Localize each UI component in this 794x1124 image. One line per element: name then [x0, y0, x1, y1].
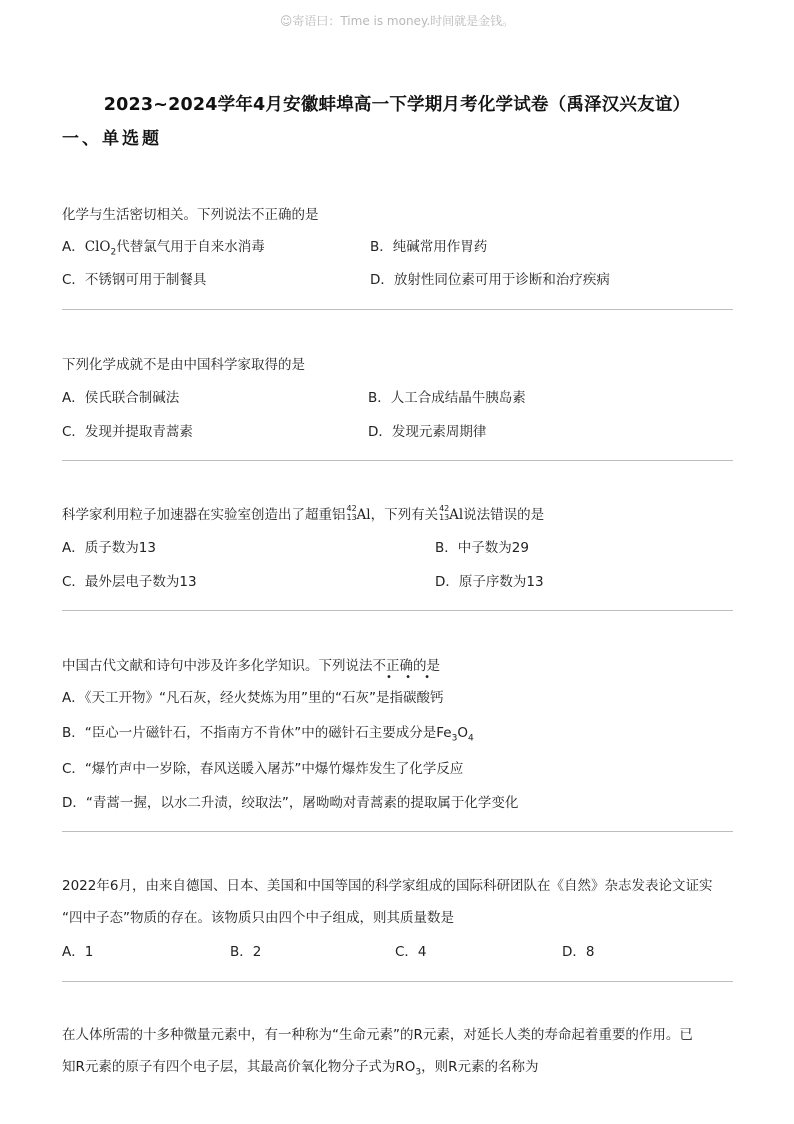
formula-subscript: 3 [415, 1067, 422, 1078]
question-3-option-c[interactable]: C．最外层电子数为13 [62, 574, 197, 590]
question-5-stem-line-2: “四中子态”物质的存在。该物质只由四个中子组成，则其质量数是 [62, 910, 454, 926]
question-5-stem-line-1: 2022年6月，由来自德国、日本、美国和中国等国的科学家组成的国际科研团队在《自然》杂志发表论文证实 [62, 878, 713, 894]
question-6-stem-line-1: 在人体所需的十多种微量元素中，有一种称为“生命元素”的R元素，对延长人类的寿命起着重要的作用。已 [62, 1027, 693, 1043]
question-5-option-b[interactable]: B．2 [230, 944, 262, 960]
question-1-stem: 化学与生活密切相关。下列说法不正确的是 [62, 207, 319, 223]
question-6-stem-line-2 [62, 1055, 539, 1078]
stem-text: 知R元素的原子有四个电子层，其最高价氧化物分子式为RO [62, 1059, 416, 1075]
section-heading: 一、单选题 [62, 129, 162, 149]
question-4-option-b[interactable] [62, 721, 474, 744]
question-4-option-a[interactable]: A．《天工开物》“凡石灰，经火焚炼为用”里的“石灰”是指碳酸钙 [62, 690, 444, 706]
chemical-formula: ClO [84, 239, 111, 255]
option-b-text: B．“臣心一片磁针石，不指南方不肯休”中的磁针石主要成分是Fe [62, 725, 452, 741]
question-1-option-a[interactable] [62, 235, 265, 258]
question-5-option-c[interactable]: C．4 [395, 944, 427, 960]
question-2-option-c[interactable]: C．发现并提取青蒿素 [62, 424, 193, 440]
nuclide-al-42 [439, 504, 464, 523]
formula-element: O [457, 725, 468, 741]
question-1-option-b[interactable]: B．纯碱常用作胃药 [370, 239, 488, 255]
question-4-option-d[interactable]: D．“青蒿一握，以水二升渍，绞取法”，屠呦呦对青蒿素的提取属于化学变化 [62, 795, 519, 811]
element-symbol: Al [449, 507, 464, 523]
question-3-option-b[interactable]: B．中子数为29 [435, 540, 529, 556]
mass-number: 42 [346, 504, 357, 513]
question-4-stem: 中国古代文献和诗句中涉及许多化学知识。下列说法不正确的是 [62, 658, 440, 674]
question-2-option-b[interactable]: B．人工合成结晶牛胰岛素 [368, 390, 526, 406]
question-3-option-a[interactable]: A．质子数为13 [62, 540, 156, 556]
exam-title: 2023~2024学年4月安徽蚌埠高一下学期月考化学试卷（禹泽汉兴友谊） [103, 95, 691, 115]
mass-number: 42 [439, 504, 450, 513]
question-divider [62, 831, 733, 832]
watermark-motto: ☺寄语曰：Time is money.时间就是金钱。 [279, 14, 515, 28]
question-1-option-d[interactable]: D．放射性同位素可用于诊断和治疗疾病 [370, 272, 610, 288]
question-3-option-d[interactable]: D．原子序数为13 [435, 574, 544, 590]
question-1-option-c[interactable]: C．不锈钢可用于制餐具 [62, 272, 207, 288]
option-a-text: 代替氯气用于自来水消毒 [116, 239, 265, 255]
question-2-stem: 下列化学成就不是由中国科学家取得的是 [62, 357, 305, 373]
formula-subscript: 4 [467, 733, 474, 744]
element-symbol: Al [356, 507, 371, 523]
question-divider [62, 309, 733, 310]
stem-part-2: ，下列有关 [370, 507, 439, 523]
atomic-number: 13 [346, 513, 357, 522]
stem-part-1: 科学家利用粒子加速器在实验室创造出了超重铝 [62, 507, 346, 523]
emphasis-dots: • • • [386, 672, 436, 683]
question-3-stem [62, 503, 544, 523]
nuclide-al-42 [346, 504, 371, 523]
question-divider [62, 460, 733, 461]
formula-subscript: 2 [110, 247, 117, 258]
question-5-option-a[interactable]: A．1 [62, 944, 94, 960]
question-5-option-d[interactable]: D．8 [562, 944, 595, 960]
question-2-option-d[interactable]: D．发现元素周期律 [368, 424, 487, 440]
question-2-option-a[interactable]: A．侯氏联合制碱法 [62, 390, 180, 406]
option-a-prefix: A． [62, 239, 85, 255]
question-divider [62, 610, 733, 611]
atomic-number: 13 [439, 513, 450, 522]
stem-text-rest: ，则R元素的名称为 [421, 1059, 539, 1075]
question-4-option-c[interactable]: C．“爆竹声中一岁除，春风送暖入屠苏”中爆竹爆炸发生了化学反应 [62, 761, 464, 777]
formula-subscript: 3 [451, 733, 458, 744]
question-divider [62, 981, 733, 982]
stem-part-3: 说法错误的是 [463, 507, 545, 523]
